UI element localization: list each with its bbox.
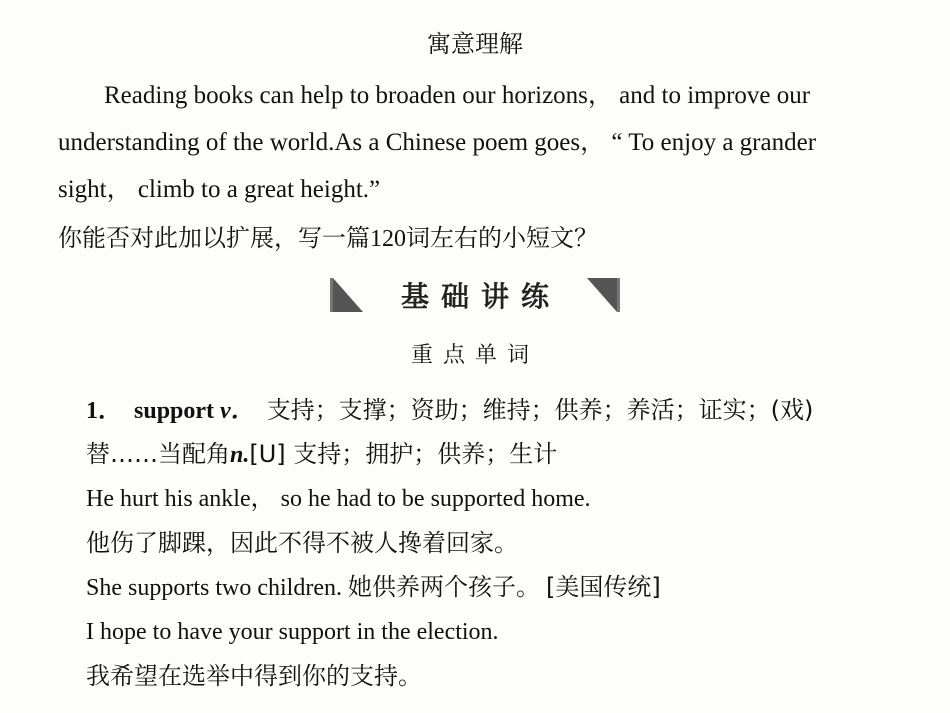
example-en-2: I hope to have your support in the election. <box>86 619 499 645</box>
intro-line-3: sight， climb to a great height.” <box>58 176 381 203</box>
intro-line-2: understanding of the world.As a Chinese poem goes， “ To enjoy a grander <box>58 129 817 156</box>
banner-label: 基础讲练 <box>400 280 561 313</box>
intro-paragraph <box>58 72 908 213</box>
example-cn-1: 他伤了脚踝，因此不得不被人搀着回家。 <box>86 529 518 557</box>
example-line-3: She supports two children. 她供养两个孩子。 [美国传统] <box>86 573 661 601</box>
entry-definition-line-1: 1． support v． 支持；支撑；资助；维持；供养；养活；证实；(戏) <box>86 396 814 424</box>
writing-prompt: 你能否对此加以扩展，写一篇120词左右的小短文？ <box>58 224 598 252</box>
subsection-title: 重点单词 <box>410 343 539 368</box>
banner-right-bar <box>617 278 620 312</box>
section-banner <box>330 276 620 314</box>
intro-line-1: Reading books can help to broaden our horizons， and to improve our <box>104 82 811 109</box>
entry-definition-line-2: 替……当配角n.[U] 支持；拥护；供养；生计 <box>86 440 558 468</box>
example-cn-2: 我希望在选举中得到你的支持。 <box>86 662 422 690</box>
banner-left-triangle-icon <box>333 278 363 312</box>
banner-right-triangle-icon <box>587 278 617 312</box>
example-en-1: He hurt his ankle， so he had to be supported home. <box>86 486 591 512</box>
section-title: 寓意理解 <box>427 30 523 58</box>
